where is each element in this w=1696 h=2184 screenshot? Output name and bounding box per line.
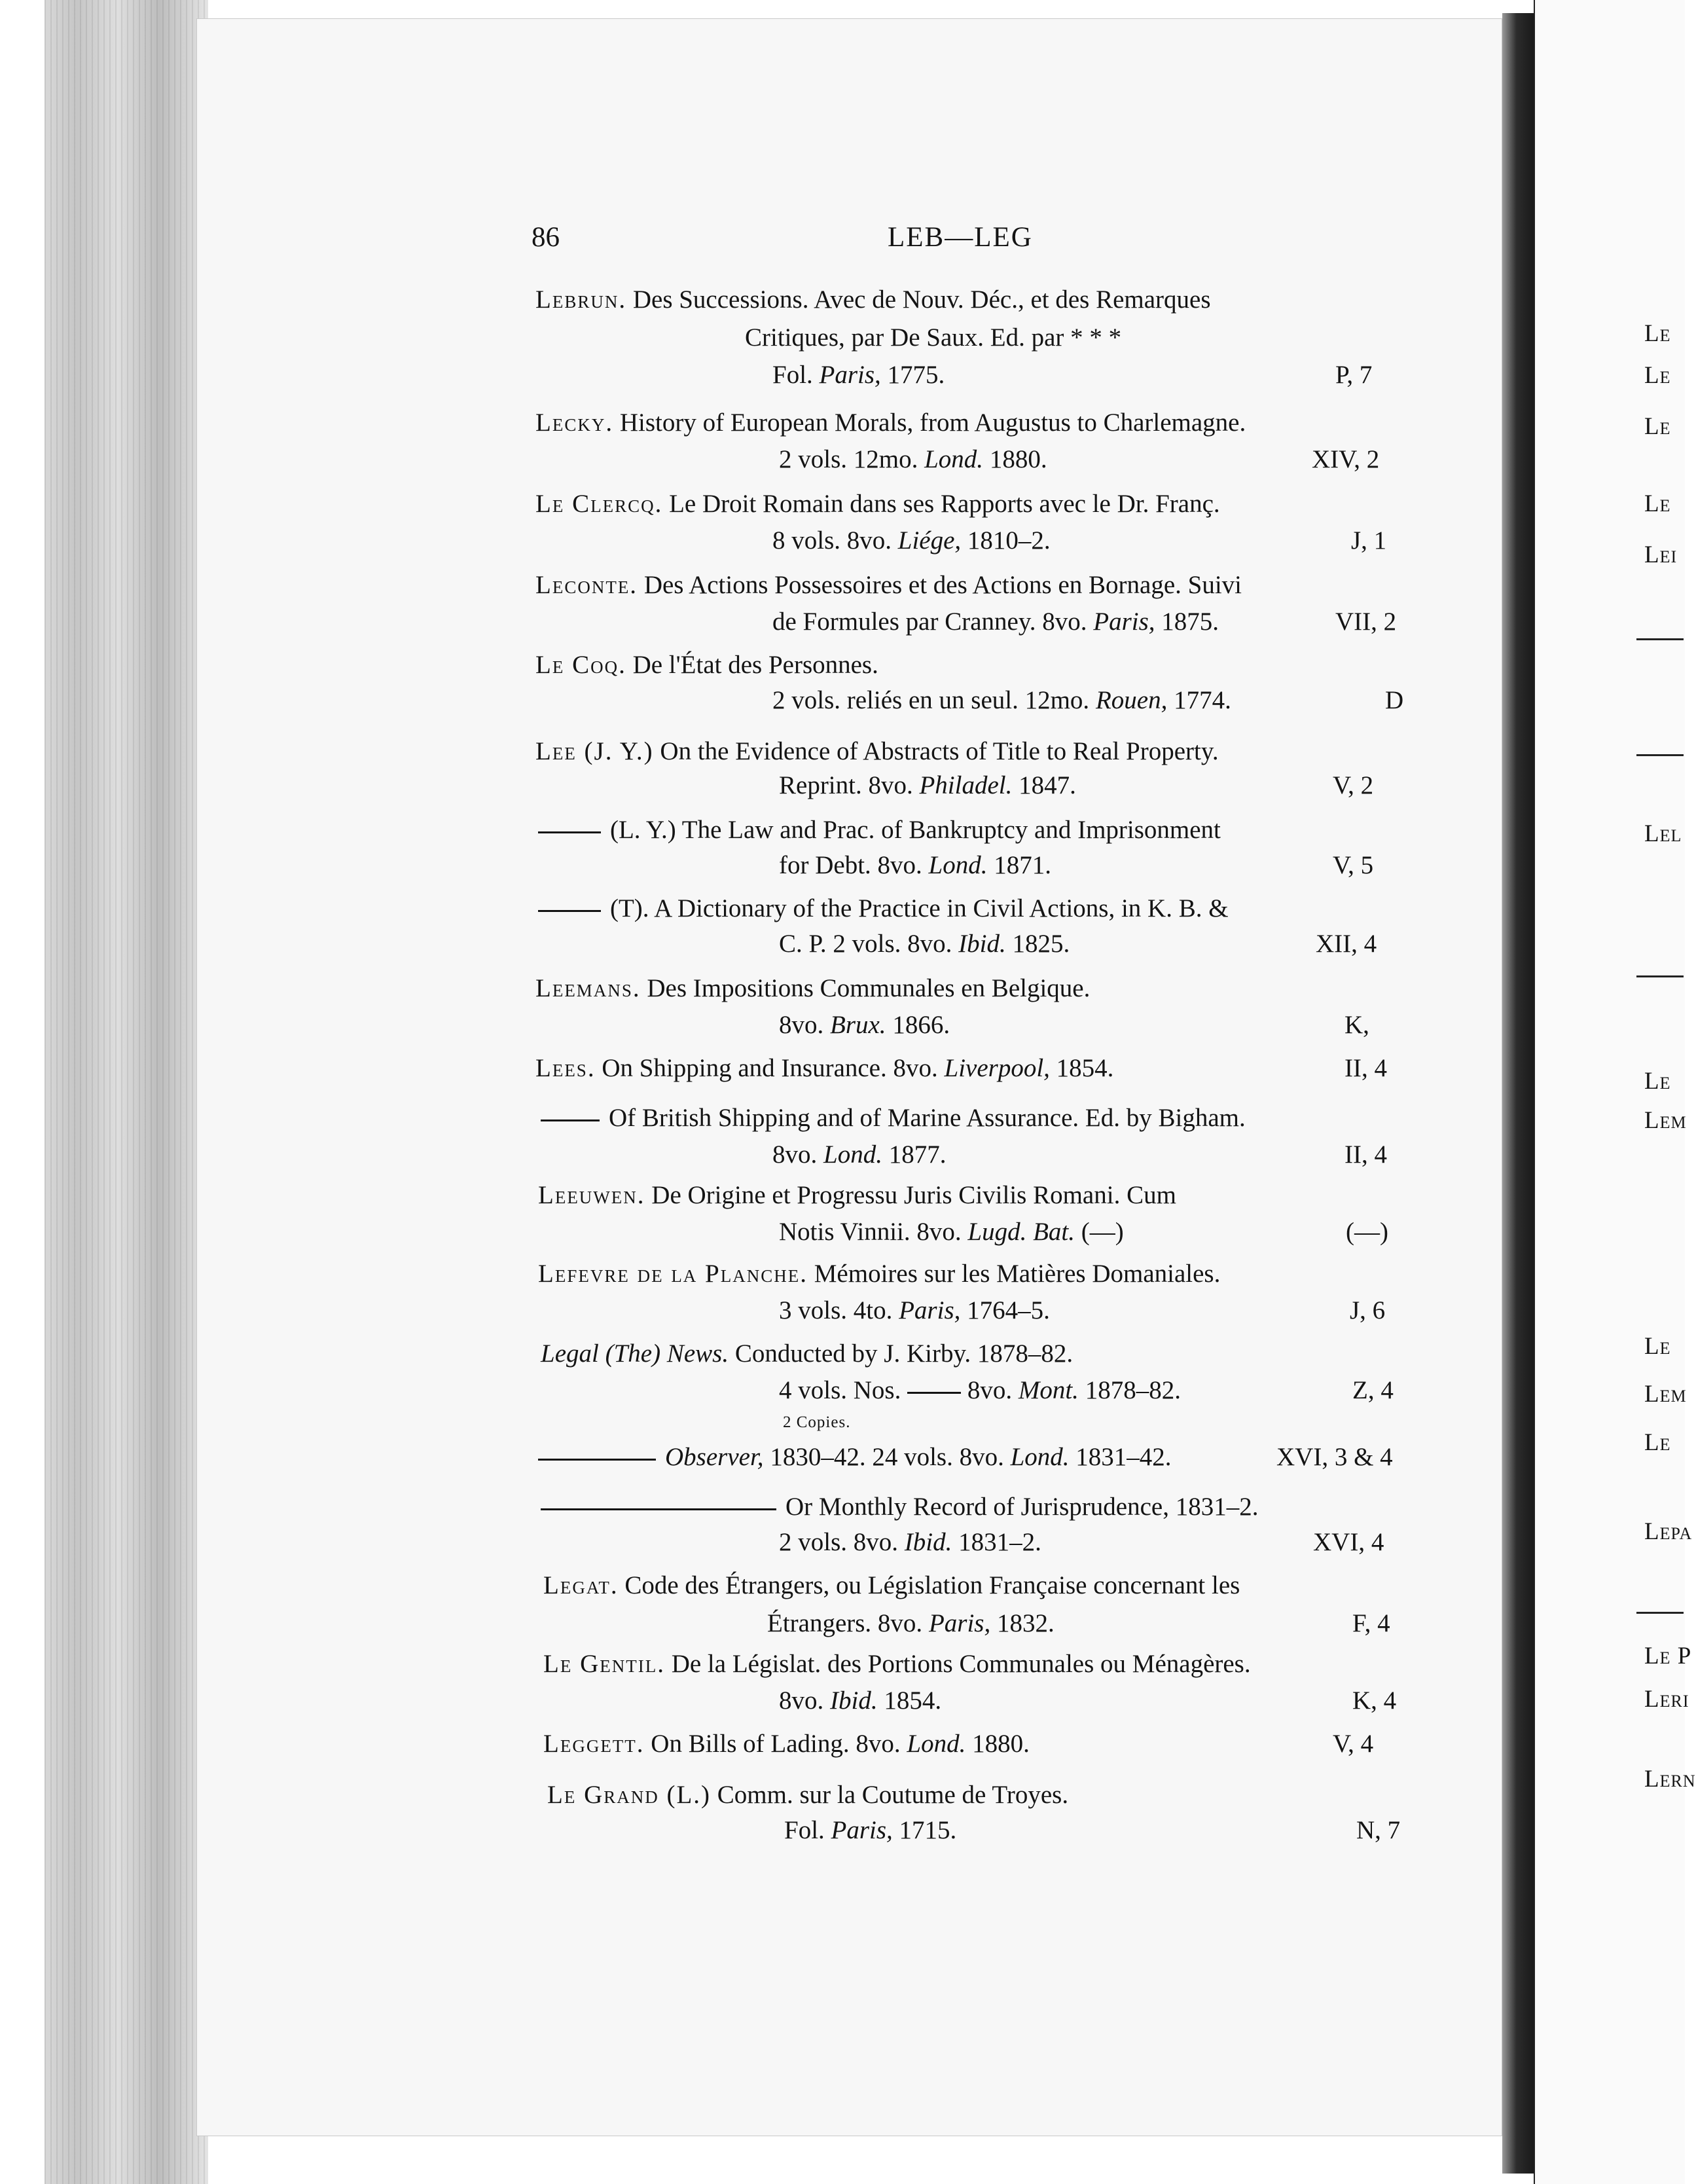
facing-page-fragment: Lepa — [1644, 1518, 1693, 1545]
page-number: 86 — [532, 222, 560, 253]
facing-page-fragment: Lem — [1644, 1107, 1687, 1134]
shelf-location: F, 4 — [1352, 1609, 1390, 1637]
catalog-entry-line: Lecky. History of European Morals, from Augustus to Charlemagne. — [535, 409, 1246, 437]
shelf-location: J, 1 — [1351, 526, 1387, 555]
facing-page-fragment: Lem — [1644, 1381, 1687, 1408]
catalog-entry-line: Lefevre de la Planche. Mémoires sur les Matières Domaniales. — [538, 1260, 1221, 1288]
shelf-location: XIV, 2 — [1312, 445, 1380, 473]
shelf-location: XVI, 3 & 4 — [1276, 1443, 1393, 1471]
catalog-entry-line: 2 vols. 8vo. Ibid. 1831–2. — [779, 1528, 1041, 1556]
shelf-location: VII, 2 — [1335, 608, 1397, 636]
shelf-location: II, 4 — [1344, 1140, 1387, 1169]
book-spine — [1502, 13, 1534, 2174]
author-name: Lebrun. — [535, 285, 627, 314]
shelf-location: II, 4 — [1344, 1054, 1387, 1082]
shelf-location: XVI, 4 — [1313, 1528, 1384, 1556]
shelf-location: V, 4 — [1333, 1730, 1374, 1758]
catalog-entry-line: Leggett. On Bills of Lading. 8vo. Lond. 1880. — [543, 1730, 1030, 1758]
facing-page-fragment: Le — [1644, 362, 1671, 389]
shelf-location: V, 2 — [1333, 771, 1374, 799]
catalog-entry-line: Fol. Paris, 1775. — [772, 361, 945, 389]
catalog-entry-line: 8vo. Brux. 1866. — [779, 1011, 950, 1039]
shelf-location: P, 7 — [1335, 361, 1373, 389]
catalog-entry-line: Lee (J. Y.) On the Evidence of Abstracts of Title to Real Property. — [535, 737, 1219, 765]
catalog-entry-line: Leconte. Des Actions Possessoires et des Actions en Bornage. Suivi — [535, 571, 1242, 599]
catalog-entry-line: 2 vols. reliés en un seul. 12mo. Rouen, 1774. — [772, 686, 1231, 714]
catalog-entry-line: 8vo. Ibid. 1854. — [779, 1686, 942, 1715]
catalog-entry-line: Le Clercq. Le Droit Romain dans ses Rapports avec le Dr. Franç. — [535, 490, 1220, 518]
catalog-entry-line: Or Monthly Record of Jurisprudence, 1831–2. — [541, 1494, 1258, 1520]
catalog-entry-line: Fol. Paris, 1715. — [784, 1816, 957, 1844]
catalog-entry-line: Critiques, par De Saux. Ed. par * * * — [745, 323, 1122, 352]
catalog-entry-line: Lees. On Shipping and Insurance. 8vo. Liverpool, 1854. — [535, 1054, 1114, 1082]
catalog-entry-line: Le Grand (L.) Comm. sur la Coutume de Troyes. — [547, 1781, 1069, 1809]
shelf-location: K, — [1344, 1011, 1369, 1039]
catalog-entry-line: Le Gentil. De la Législat. des Portions Communales ou Ménagères. — [543, 1650, 1251, 1678]
shelf-location: J, 6 — [1350, 1296, 1386, 1324]
catalog-entry-line: Étrangers. 8vo. Paris, 1832. — [767, 1609, 1055, 1637]
catalog-entry-line: 4 vols. Nos. 8vo. Mont. 1878–82. — [779, 1376, 1181, 1404]
shelf-location: XII, 4 — [1316, 930, 1377, 958]
shelf-location: Z, 4 — [1352, 1376, 1394, 1404]
facing-page-fragment: Lei — [1644, 541, 1678, 568]
facing-page-rule — [1636, 638, 1684, 640]
catalog-entry-line: Lebrun. Des Successions. Avec de Nouv. Déc., et des Remarques — [535, 285, 1211, 314]
catalog-entry-line: 8vo. Lond. 1877. — [772, 1140, 947, 1169]
catalog-entry-line: 2 vols. 12mo. Lond. 1880. — [779, 445, 1047, 473]
catalog-entry-line: Reprint. 8vo. Philadel. 1847. — [779, 771, 1076, 799]
facing-page-rule — [1636, 1612, 1684, 1614]
catalog-entry-line: C. P. 2 vols. 8vo. Ibid. 1825. — [779, 930, 1070, 958]
shelf-location: N, 7 — [1356, 1816, 1401, 1844]
catalog-entry-line: Leeuwen. De Origine et Progressu Juris Civilis Romani. Cum — [538, 1181, 1176, 1209]
facing-page-fragment: Le — [1644, 320, 1671, 347]
book-page-edges — [45, 0, 208, 2184]
facing-page-fragment: Le P — [1644, 1643, 1692, 1669]
facing-page-fragment: Le — [1644, 1429, 1671, 1456]
copies-note: 2 Copies. — [783, 1413, 851, 1431]
catalog-entry-line: de Formules par Cranney. 8vo. Paris, 1875. — [772, 608, 1219, 636]
catalog-entry-line: Leemans. Des Impositions Communales en Belgique. — [535, 974, 1091, 1002]
facing-page-fragment: Lern — [1644, 1766, 1696, 1793]
catalog-entry-line: for Debt. 8vo. Lond. 1871. — [779, 851, 1051, 879]
catalog-entry-line: Observer, 1830–42. 24 vols. 8vo. Lond. 1831–42. — [538, 1444, 1172, 1470]
catalog-entry-line: (T). A Dictionary of the Practice in Civil Actions, in K. B. & — [538, 896, 1229, 921]
facing-page-rule — [1636, 754, 1684, 756]
catalog-entry-line: Legal (The) News. Conducted by J. Kirby. 1878–82. — [541, 1339, 1074, 1368]
catalog-entry-line: 8 vols. 8vo. Liége, 1810–2. — [772, 526, 1051, 555]
shelf-location: V, 5 — [1333, 851, 1374, 879]
facing-page-fragment: Le — [1644, 490, 1671, 517]
facing-page-rule — [1636, 975, 1684, 977]
catalog-entry-line: Of British Shipping and of Marine Assurance. Ed. by Bigham. — [541, 1105, 1246, 1131]
shelf-location: (—) — [1346, 1218, 1388, 1246]
shelf-location: D — [1385, 686, 1404, 714]
facing-page-fragment: Lel — [1644, 820, 1682, 847]
catalog-entry-line: Notis Vinnii. 8vo. Lugd. Bat. (—) — [779, 1218, 1124, 1246]
catalog-entry-line: Legat. Code des Étrangers, ou Législation Française concernant les — [543, 1571, 1240, 1599]
facing-page-fragment: Le — [1644, 1068, 1671, 1095]
facing-page-fragment: Le — [1644, 413, 1671, 440]
catalog-entry-line: Le Coq. De l'État des Personnes. — [535, 651, 878, 679]
catalog-entry-line: (L. Y.) The Law and Prac. of Bankruptcy and Imprisonment — [538, 817, 1221, 843]
shelf-location: K, 4 — [1352, 1686, 1397, 1715]
running-head: LEB—LEG — [888, 222, 1033, 253]
facing-page-fragment: Leri — [1644, 1686, 1689, 1713]
catalog-entry-line: 3 vols. 4to. Paris, 1764–5. — [779, 1296, 1050, 1324]
facing-page-fragment: Le — [1644, 1333, 1671, 1360]
